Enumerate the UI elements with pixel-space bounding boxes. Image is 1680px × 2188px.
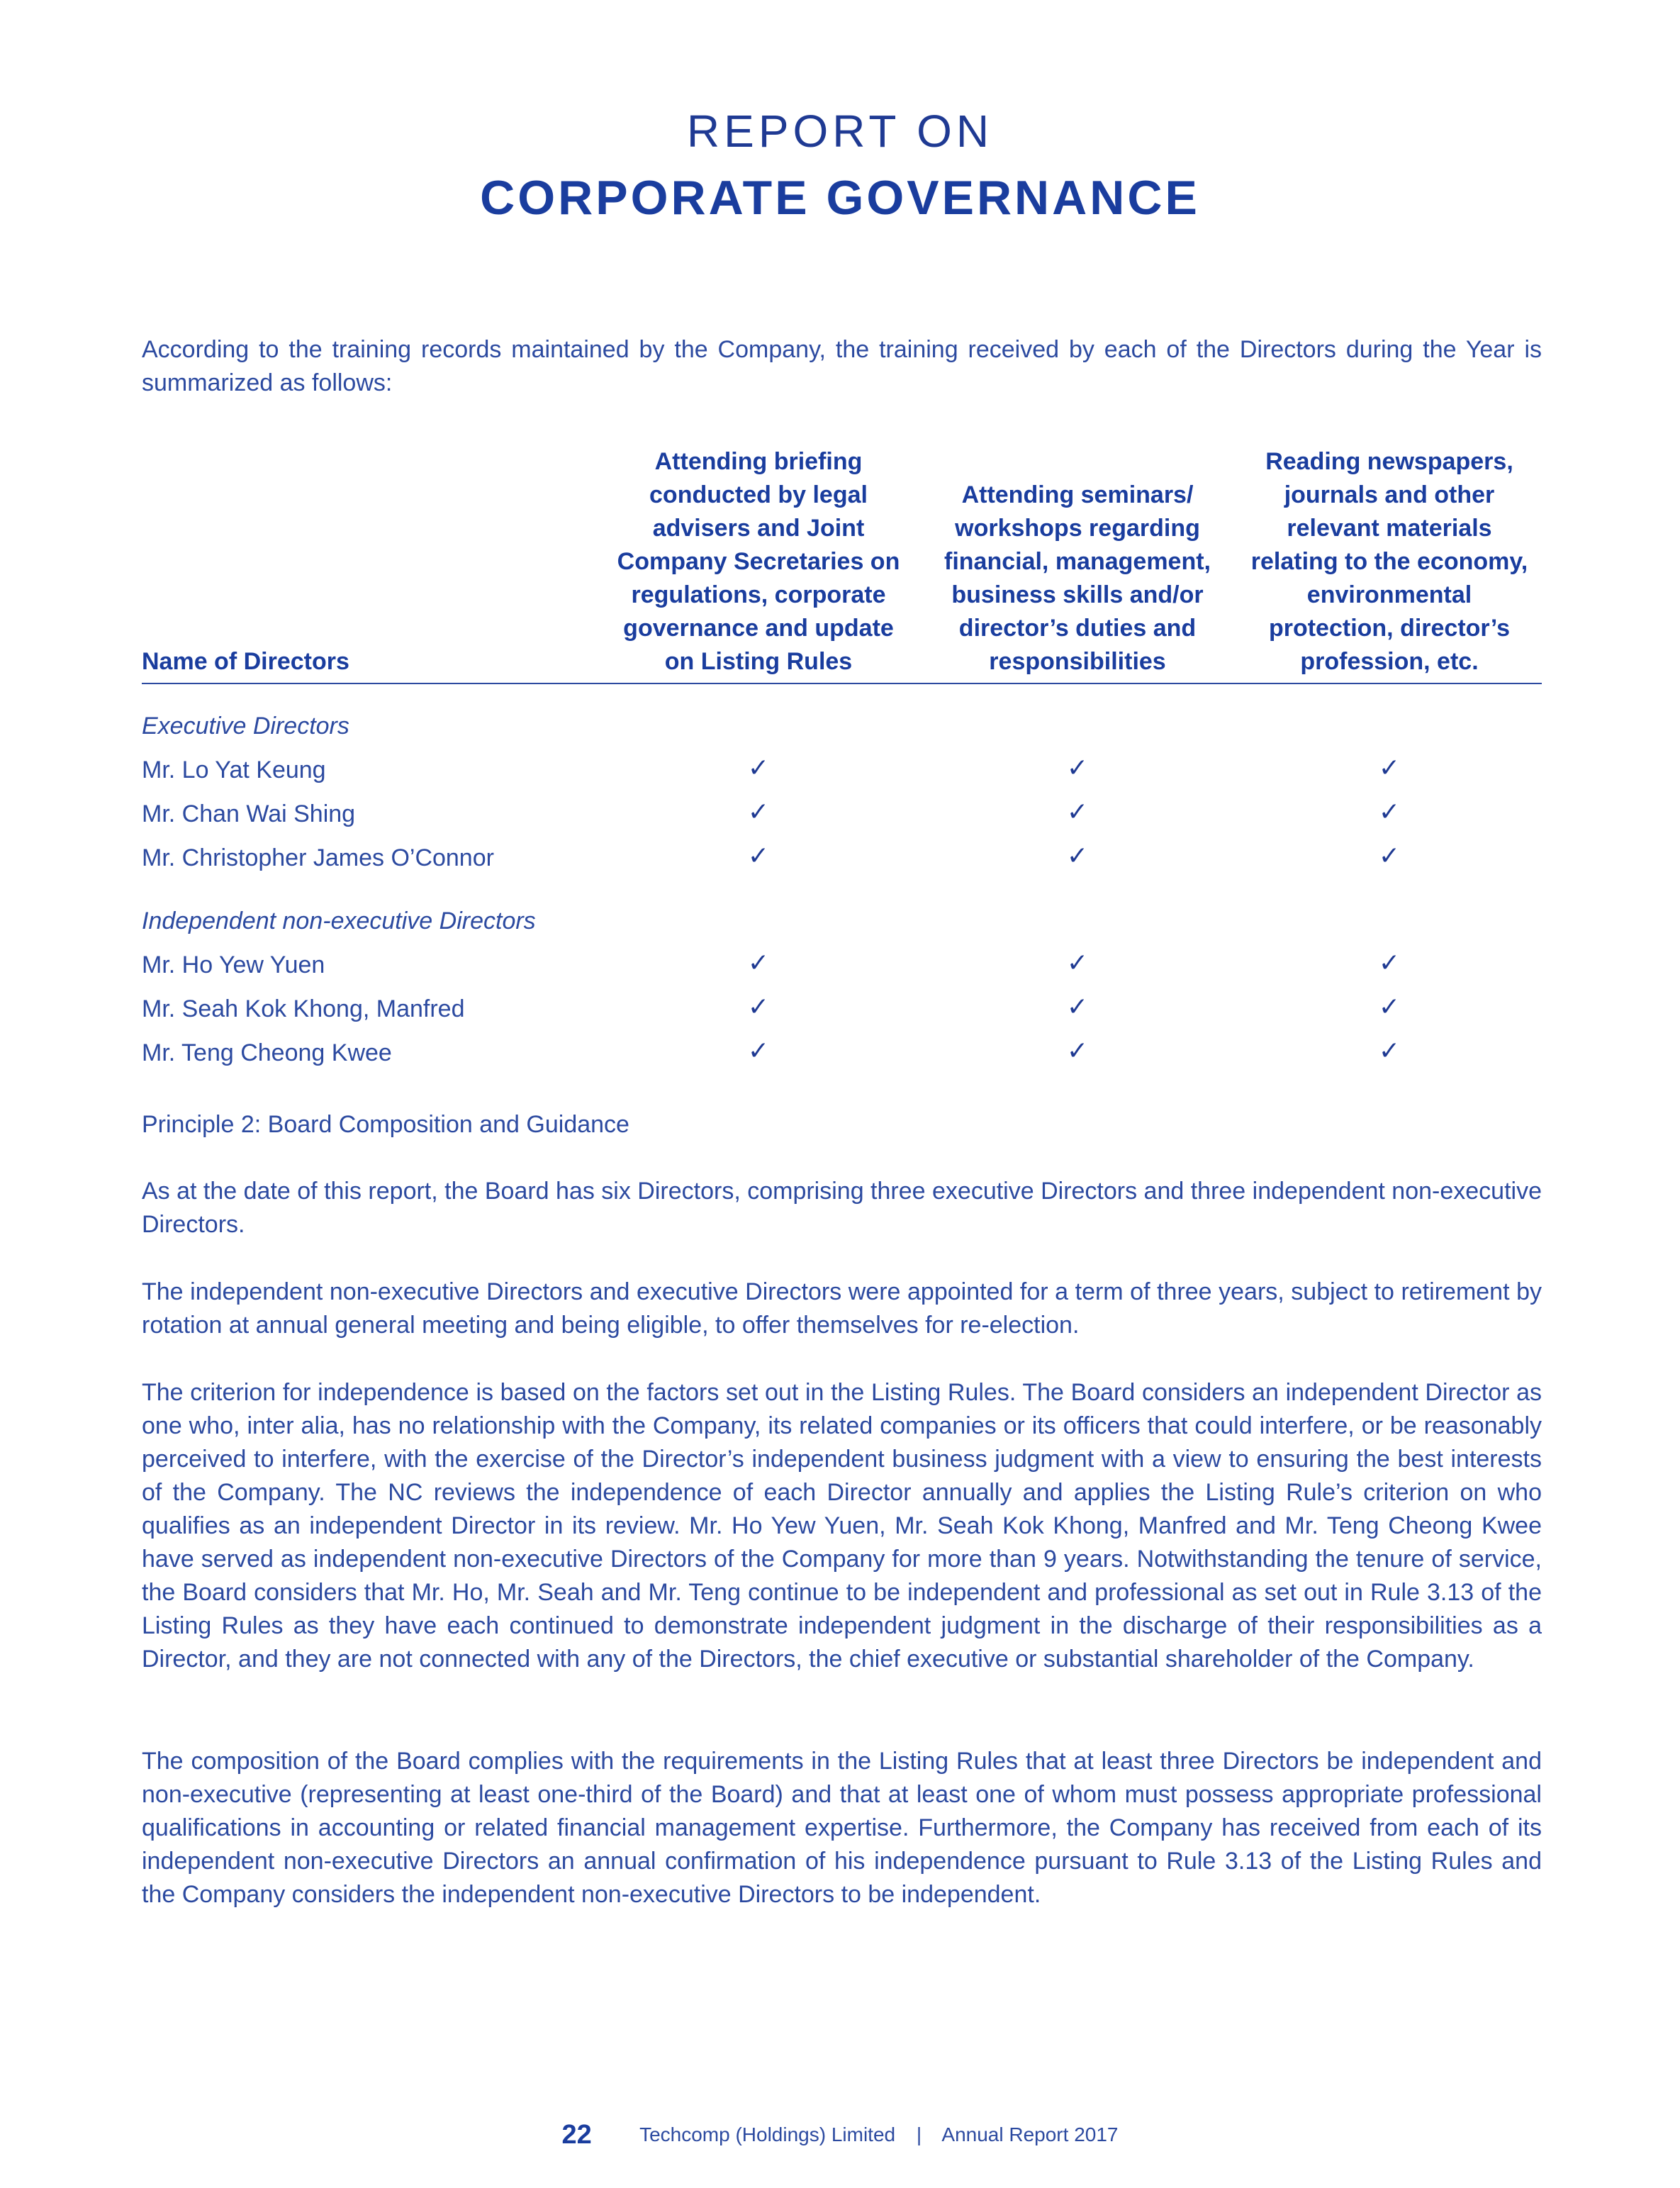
column-header-name: Name of Directors — [142, 648, 349, 675]
director-name: Mr. Seah Kok Khong, Manfred — [142, 995, 465, 1022]
footer-company: Techcomp (Holdings) Limited — [639, 2123, 896, 2145]
check-icon: ✓ — [747, 754, 770, 783]
page-number: 22 — [561, 2120, 592, 2150]
body-paragraph: As at the date of this report, the Board has six Directors, comprising three executive Directors and three independent non-executive Directors. — [142, 1178, 1542, 1238]
check-icon: ✓ — [1378, 1037, 1401, 1066]
check-icon: ✓ — [1378, 842, 1401, 871]
body-paragraph: The criterion for independence is based on the factors set out in the Listing Rules. The Board considers an independent Director as one who, inter alia, has no relationship with the Company, its related companies or its officers that could interfere, or be reasonably perceived to interfere, with the exercise of the Director’s independent business judgment with a view to ensuring the best interests of the Company. The NC reviews the independence of each Director annually and applies the Listing Rule’s criterion on who qualifies as an independent Director in its review. Mr. Ho Yew Yuen, Mr. Seah Kok Khong, Manfred and Mr. Teng Cheong Kwee have served as independent non-executive Directors of the Company for more than 9 years. Notwithstanding the tenure of service, the Board considers that Mr. Ho, Mr. Seah and Mr. Teng continue to be independent and professional as set out in Rule 3.13 of the Listing Rules as they have each continued to demonstrate independent judgment in the discharge of their responsibilities as a Director, and they are not connected with any of the Directors, the chief executive or substantial shareholder of the Company. — [142, 1379, 1542, 1673]
table-row — [142, 754, 1542, 790]
intro-paragraph: According to the training records maintained by the Company, the training received by each of the Directors during the Year is summarized as follows: — [142, 336, 1542, 396]
table-row — [142, 1039, 1542, 1073]
check-icon: ✓ — [747, 993, 770, 1022]
check-icon: ✓ — [1378, 754, 1401, 783]
check-icon: ✓ — [747, 842, 770, 871]
training-table-header — [142, 443, 1542, 684]
check-icon: ✓ — [1066, 1037, 1089, 1066]
report-title-line1: REPORT ON — [686, 106, 994, 157]
check-icon: ✓ — [1378, 798, 1401, 827]
check-icon: ✓ — [1066, 993, 1089, 1022]
check-icon: ✓ — [1066, 949, 1089, 978]
check-icon: ✓ — [747, 949, 770, 978]
check-icon: ✓ — [747, 798, 770, 827]
footer-report: Annual Report 2017 — [941, 2123, 1119, 2145]
director-name: Mr. Christopher James O’Connor — [142, 844, 494, 871]
group-label-executive: Executive Directors — [142, 713, 349, 739]
table-row — [142, 951, 1542, 985]
column-header-reading: Reading newspapers, journals and other relevant materials relating to the economy, environmental protection, director’s profession, etc. — [1250, 448, 1528, 675]
check-icon: ✓ — [1378, 949, 1401, 978]
check-icon: ✓ — [1066, 754, 1089, 783]
director-name: Mr. Ho Yew Yuen — [142, 951, 325, 978]
footer-separator: | — [916, 2123, 922, 2145]
body-paragraph: The independent non-executive Directors and executive Directors were appointed for a term of three years, subject to retirement by rotation at annual general meeting and being eligible, to offer themselves for re-election. — [142, 1278, 1542, 1339]
table-row — [142, 844, 1542, 878]
page-footer — [0, 2120, 1680, 2150]
body-paragraph: The composition of the Board complies with the requirements in the Listing Rules that at least three Directors be independent and non-executive (representing at least one-third of the Board) and that at least one of whom must possess appropriate professional qualifications in accounting or related financial management expertise. Furthermore, the Company has received from each of its independent non-executive Directors an annual confirmation of his independence pursuant to Rule 3.13 of the Listing Rules and the Company considers the independent non-executive Directors to be independent. — [142, 1748, 1542, 1908]
report-title-line2: CORPORATE GOVERNANCE — [480, 171, 1200, 225]
table-row — [142, 995, 1542, 1029]
director-name: Mr. Chan Wai Shing — [142, 800, 356, 827]
check-icon: ✓ — [1066, 842, 1089, 871]
table-row — [142, 800, 1542, 834]
check-icon: ✓ — [747, 1037, 770, 1066]
principle-heading: Principle 2: Board Composition and Guidance — [142, 1111, 629, 1138]
director-name: Mr. Teng Cheong Kwee — [142, 1039, 392, 1066]
column-header-briefing: Attending briefing conducted by legal advisers and Joint Company Secretaries on regulations, corporate governance and update on Listing Rules — [617, 448, 900, 675]
group-label-independent: Independent non-executive Directors — [142, 908, 536, 934]
check-icon: ✓ — [1378, 993, 1401, 1022]
director-name: Mr. Lo Yat Keung — [142, 757, 326, 783]
check-icon: ✓ — [1066, 798, 1089, 827]
column-header-seminars: Attending seminars/ workshops regarding financial, management, business skills and/or director’s duties and responsibilities — [944, 481, 1211, 675]
